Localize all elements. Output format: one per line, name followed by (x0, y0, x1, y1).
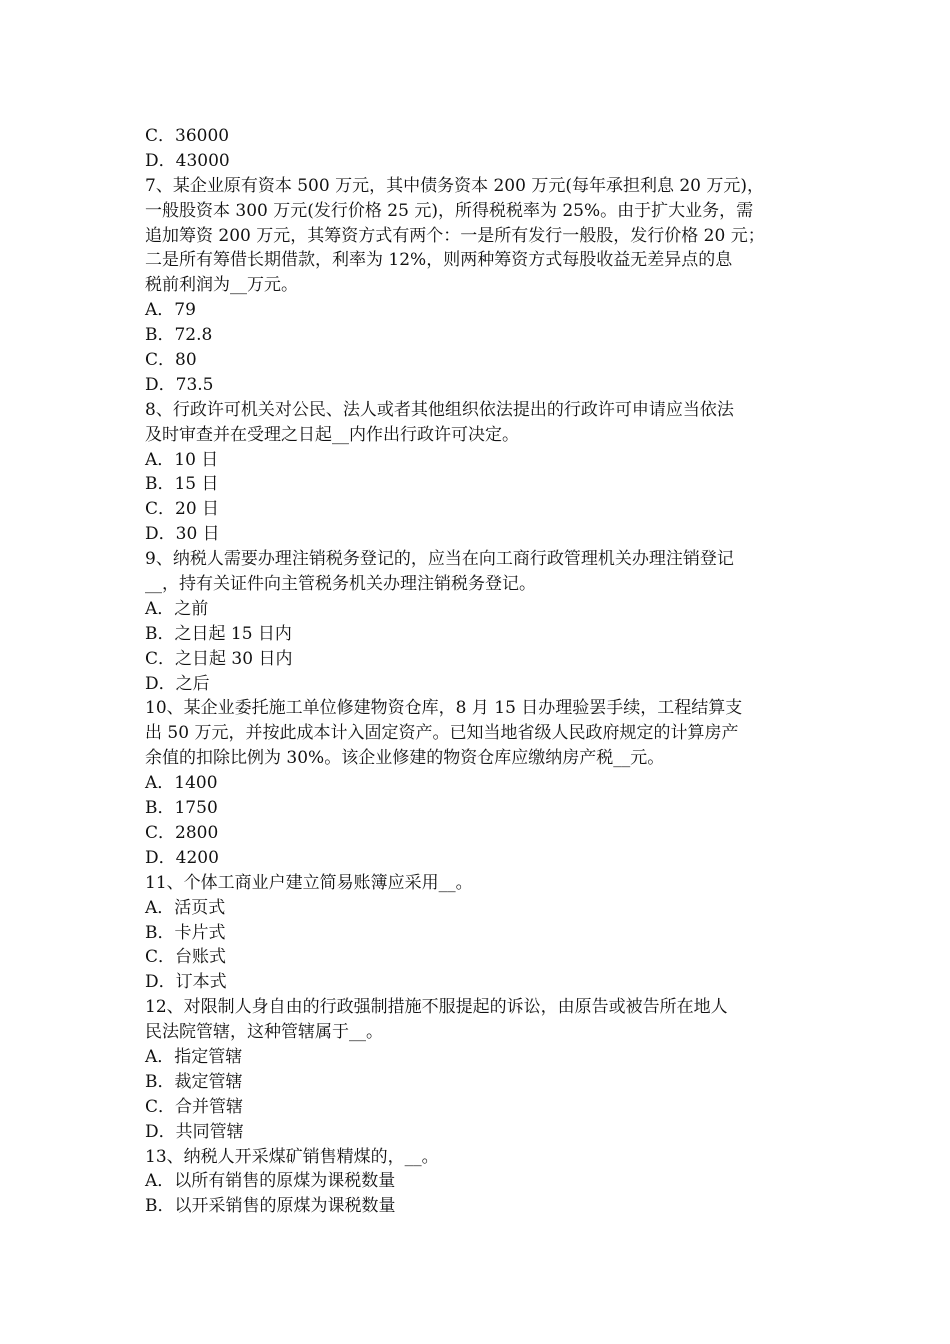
question-7-line-3: 追加筹资 200 万元，其筹资方式有两个：一是所有发行一般股，发行价格 20 元； (145, 225, 765, 246)
question-10-option-b: B．1750 (145, 798, 218, 819)
question-9-option-b: B．之日起 15 日内 (145, 623, 292, 644)
question-7-option-d: D．73.5 (145, 374, 214, 395)
question-8-line-1: 8、行政许可机关对公民、法人或者其他组织依法提出的行政许可申请应当依法 (145, 399, 734, 420)
question-11-option-b: B．卡片式 (145, 922, 226, 943)
question-11-option-d: D．订本式 (145, 972, 227, 993)
question-11-option-a: A．活页式 (145, 897, 226, 918)
question-13-line-1: 13、纳税人开采煤矿销售精煤的，__。 (145, 1146, 439, 1167)
question-7-line-2: 一般股资本 300 万元(发行价格 25 元)，所得税税率为 25%。由于扩大业务，需 (145, 200, 754, 221)
question-10-line-2: 出 50 万元，并按此成本计入固定资产。已知当地省级人民政府规定的计算房产 (145, 723, 739, 744)
option-d-43000: D．43000 (145, 150, 230, 171)
question-9-option-a: A．之前 (145, 598, 209, 619)
question-7-option-c: C．80 (145, 350, 197, 371)
question-11-line-1: 11、个体工商业户建立简易账簿应采用__。 (145, 872, 473, 893)
question-12-line-2: 民法院管辖，这种管辖属于__。 (145, 1022, 383, 1043)
question-13-option-a: A．以所有销售的原煤为课税数量 (145, 1171, 396, 1192)
question-9-line-2: __，持有关证件向主管税务机关办理注销税务登记。 (145, 574, 536, 595)
question-10-line-3: 余值的扣除比例为 30%。该企业修建的物资仓库应缴纳房产税__元。 (145, 748, 665, 769)
question-7-option-a: A．79 (145, 300, 196, 321)
question-8-line-2: 及时审查并在受理之日起__内作出行政许可决定。 (145, 424, 519, 445)
question-12-line-1: 12、对限制人身自由的行政强制措施不服提起的诉讼，由原告或被告所在地人 (145, 997, 728, 1018)
question-12-option-d: D．共同管辖 (145, 1121, 244, 1142)
question-8-option-c: C．20 日 (145, 499, 220, 520)
question-12-option-c: C．合并管辖 (145, 1096, 244, 1117)
question-11-option-c: C．台账式 (145, 947, 227, 968)
question-7-line-1: 7、某企业原有资本 500 万元，其中债务资本 200 万元(每年承担利息 20 万元)， (145, 175, 765, 196)
question-9-line-1: 9、纳税人需要办理注销税务登记的，应当在向工商行政管理机关办理注销登记 (145, 549, 734, 570)
question-12-option-b: B．裁定管辖 (145, 1071, 243, 1092)
document-body (145, 124, 810, 1219)
question-10-option-a: A．1400 (145, 773, 218, 794)
question-8-option-d: D．30 日 (145, 524, 220, 545)
question-8-option-a: A．10 日 (145, 449, 219, 470)
question-8-option-b: B．15 日 (145, 474, 219, 495)
question-10-option-c: C．2800 (145, 822, 219, 843)
question-9-option-c: C．之日起 30 日内 (145, 648, 293, 669)
question-7-line-4: 二是所有筹借长期借款，利率为 12%，则两种筹资方式每股收益无差异点的息 (145, 250, 733, 271)
question-7-option-b: B．72.8 (145, 325, 213, 346)
question-10-option-d: D．4200 (145, 847, 219, 868)
question-10-line-1: 10、某企业委托施工单位修建物资仓库，8 月 15 日办理验罢手续，工程结算支 (145, 698, 743, 719)
question-7-line-5: 税前利润为__万元。 (145, 275, 298, 296)
question-13-option-b: B．以开采销售的原煤为课税数量 (145, 1196, 396, 1217)
question-12-option-a: A．指定管辖 (145, 1046, 243, 1067)
question-9-option-d: D．之后 (145, 673, 210, 694)
option-c-36000: C．36000 (145, 126, 230, 146)
